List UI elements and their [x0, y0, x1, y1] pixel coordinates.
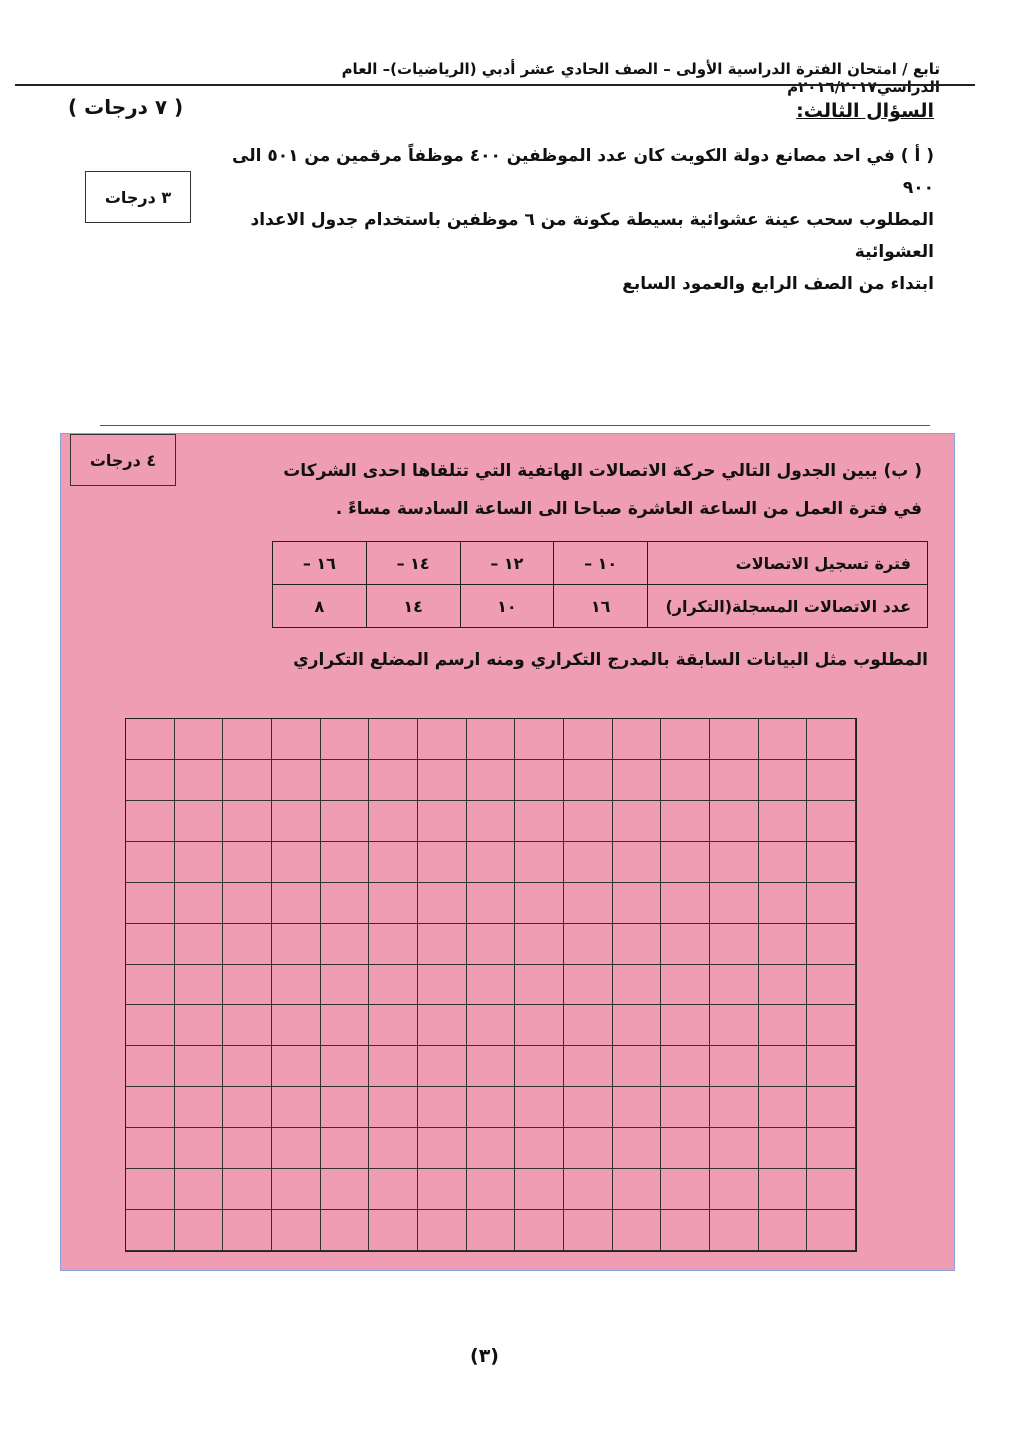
- grid-cell: [175, 1046, 224, 1087]
- grid-cell: [418, 760, 467, 801]
- grid-cell: [515, 883, 564, 924]
- part-a-line-1: ( أ ) في احد مصانع دولة الكويت كان عدد الموظفين ٤٠٠ موظفاً مرقمين من ٥٠١ الى ٩٠٠: [232, 146, 934, 198]
- grid-cell: [321, 965, 370, 1006]
- grid-cell: [418, 1128, 467, 1169]
- frequency-table: [272, 541, 928, 628]
- grid-cell: [807, 924, 856, 965]
- grid-cell: [710, 760, 759, 801]
- grid-cell: [515, 1005, 564, 1046]
- grid-cell: [175, 842, 224, 883]
- grid-cell: [223, 1005, 272, 1046]
- grid-cell: [223, 760, 272, 801]
- grid-cell: [515, 1046, 564, 1087]
- grid-cell: [175, 1005, 224, 1046]
- grid-cell: [661, 1169, 710, 1210]
- grid-cell: [321, 883, 370, 924]
- grid-cell: [564, 924, 613, 965]
- grid-cell: [613, 1210, 662, 1251]
- grid-cell: [710, 1169, 759, 1210]
- grid-cell: [564, 1128, 613, 1169]
- grid-cell: [613, 924, 662, 965]
- question-title: السؤال الثالث:: [796, 100, 934, 122]
- grid-cell: [175, 1169, 224, 1210]
- grid-cell: [710, 801, 759, 842]
- grid-cell: [418, 842, 467, 883]
- grid-cell: [418, 1210, 467, 1251]
- grid-cell: [661, 883, 710, 924]
- grid-cell: [467, 842, 516, 883]
- grid-cell: [661, 965, 710, 1006]
- grid-cell: [710, 719, 759, 760]
- grid-cell: [710, 883, 759, 924]
- grid-cell: [661, 842, 710, 883]
- grid-cell: [467, 1005, 516, 1046]
- grid-cell: [272, 883, 321, 924]
- grid-cell: [369, 1046, 418, 1087]
- grid-cell: [272, 1005, 321, 1046]
- grid-cell: [369, 719, 418, 760]
- grid-cell: [321, 1046, 370, 1087]
- grid-cell: [175, 924, 224, 965]
- period-cell: ١٠ –: [554, 542, 648, 585]
- grid-cell: [467, 760, 516, 801]
- part-b-requirement: المطلوب مثل البيانات السابقة بالمدرج التكراري ومنه ارسم المضلع التكراري: [293, 650, 928, 670]
- grid-cell: [515, 719, 564, 760]
- grid-cell: [126, 965, 175, 1006]
- grid-cell: [126, 1005, 175, 1046]
- part-a-line-3: ابتداء من الصف الرابع والعمود السابع: [622, 274, 934, 294]
- grid-cell: [807, 883, 856, 924]
- grid-cell: [564, 801, 613, 842]
- grid-cell: [613, 1128, 662, 1169]
- grid-cell: [710, 1087, 759, 1128]
- grid-cell: [613, 1087, 662, 1128]
- grid-cell: [807, 1169, 856, 1210]
- grid-cell: [126, 760, 175, 801]
- period-cell: ١٦ –: [273, 542, 367, 585]
- grid-cell: [369, 1005, 418, 1046]
- grid-cell: [467, 719, 516, 760]
- grid-cell: [321, 1210, 370, 1251]
- total-marks: ( ٧ درجات ): [68, 95, 184, 119]
- grid-cell: [564, 1046, 613, 1087]
- grid-cell: [272, 719, 321, 760]
- grid-cell: [126, 842, 175, 883]
- grid-cell: [321, 760, 370, 801]
- part-b-marks-box: ٤ درجات: [70, 434, 176, 486]
- grid-cell: [807, 719, 856, 760]
- grid-cell: [710, 1210, 759, 1251]
- grid-cell: [807, 760, 856, 801]
- grid-cell: [126, 1128, 175, 1169]
- table-row: [273, 585, 928, 628]
- grid-cell: [223, 1169, 272, 1210]
- grid-cell: [564, 1169, 613, 1210]
- grid-cell: [175, 719, 224, 760]
- grid-cell: [467, 1169, 516, 1210]
- grid-cell: [369, 1128, 418, 1169]
- grid-cell: [807, 1087, 856, 1128]
- grid-cell: [759, 1087, 808, 1128]
- grid-cell: [515, 760, 564, 801]
- grid-cell: [126, 719, 175, 760]
- grid-cell: [418, 924, 467, 965]
- part-b-line-2: في فترة العمل من الساعة العاشرة صباحا الى الساعة السادسة مساءً .: [335, 499, 922, 519]
- grid-cell: [710, 1046, 759, 1087]
- grid-cell: [515, 1128, 564, 1169]
- grid-cell: [661, 1087, 710, 1128]
- grid-cell: [759, 760, 808, 801]
- grid-cell: [272, 924, 321, 965]
- grid-cell: [369, 1169, 418, 1210]
- grid-cell: [418, 965, 467, 1006]
- grid-cell: [807, 801, 856, 842]
- period-label: فترة تسجيل الاتصالات: [648, 542, 928, 585]
- grid-cell: [515, 801, 564, 842]
- grid-cell: [710, 1128, 759, 1169]
- frequency-cell: ١٤: [366, 585, 460, 628]
- grid-cell: [126, 1087, 175, 1128]
- grid-cell: [272, 965, 321, 1006]
- grid-cell: [272, 1128, 321, 1169]
- grid-cell: [321, 1169, 370, 1210]
- exam-header: تابع / امتحان الفترة الدراسية الأولى – الصف الحادي عشر أدبي (الرياضيات)– العام الدراسي٢٠١٦/٢٠١٧م: [341, 60, 940, 96]
- grid-cell: [126, 801, 175, 842]
- grid-cell: [710, 965, 759, 1006]
- grid-cell: [272, 1169, 321, 1210]
- grid-cell: [613, 801, 662, 842]
- grid-cell: [223, 842, 272, 883]
- grid-cell: [564, 965, 613, 1006]
- page-number: (٣): [470, 1345, 499, 1367]
- grid-cell: [126, 1210, 175, 1251]
- grid-cell: [759, 924, 808, 965]
- grid-cell: [759, 883, 808, 924]
- grid-cell: [661, 1128, 710, 1169]
- grid-cell: [515, 1210, 564, 1251]
- grid-cell: [418, 883, 467, 924]
- grid-cell: [321, 1087, 370, 1128]
- grid-cell: [418, 1005, 467, 1046]
- grid-cell: [759, 801, 808, 842]
- grid-cell: [759, 1128, 808, 1169]
- grid-cell: [175, 965, 224, 1006]
- grid-cell: [661, 719, 710, 760]
- grid-cell: [321, 842, 370, 883]
- grid-cell: [807, 1046, 856, 1087]
- grid-cell: [272, 842, 321, 883]
- grid-cell: [807, 1128, 856, 1169]
- frequency-cell: ٨: [273, 585, 367, 628]
- grid-cell: [418, 1169, 467, 1210]
- grid-cell: [321, 1128, 370, 1169]
- grid-cell: [661, 1005, 710, 1046]
- grid-cell: [467, 924, 516, 965]
- grid-cell: [613, 719, 662, 760]
- grid-cell: [369, 883, 418, 924]
- grid-cell: [613, 1005, 662, 1046]
- grid-cell: [272, 801, 321, 842]
- grid-cell: [223, 801, 272, 842]
- grid-cell: [564, 1005, 613, 1046]
- grid-cell: [126, 1046, 175, 1087]
- grid-cell: [467, 1128, 516, 1169]
- grid-cell: [369, 965, 418, 1006]
- grid-cell: [807, 1005, 856, 1046]
- grid-cell: [369, 760, 418, 801]
- period-cell: ١٤ –: [366, 542, 460, 585]
- grid-cell: [613, 760, 662, 801]
- grid-cell: [613, 1046, 662, 1087]
- grid-cell: [564, 1210, 613, 1251]
- grid-cell: [515, 1169, 564, 1210]
- answer-grid: [125, 718, 857, 1252]
- grid-cell: [613, 1169, 662, 1210]
- grid-cell: [175, 801, 224, 842]
- grid-cell: [467, 801, 516, 842]
- grid-cell: [418, 801, 467, 842]
- part-b-line-1: ( ب) يبين الجدول التالي حركة الاتصالات الهاتفية التي تتلقاها احدى الشركات: [283, 461, 922, 481]
- grid-cell: [759, 842, 808, 883]
- grid-cell: [564, 760, 613, 801]
- grid-cell: [126, 883, 175, 924]
- frequency-cell: ١٦: [554, 585, 648, 628]
- grid-cell: [515, 924, 564, 965]
- grid-cell: [807, 1210, 856, 1251]
- grid-cell: [613, 842, 662, 883]
- grid-cell: [418, 1087, 467, 1128]
- period-cell: ١٢ –: [460, 542, 554, 585]
- grid-cell: [223, 1046, 272, 1087]
- grid-cell: [223, 1128, 272, 1169]
- frequency-cell: ١٠: [460, 585, 554, 628]
- grid-cell: [223, 965, 272, 1006]
- grid-cell: [564, 883, 613, 924]
- grid-cell: [661, 1046, 710, 1087]
- grid-cell: [467, 1210, 516, 1251]
- grid-cell: [272, 1087, 321, 1128]
- grid-cell: [661, 801, 710, 842]
- grid-cell: [223, 924, 272, 965]
- grid-cell: [126, 924, 175, 965]
- grid-cell: [759, 1210, 808, 1251]
- grid-cell: [418, 1046, 467, 1087]
- grid-cell: [369, 924, 418, 965]
- grid-cell: [661, 924, 710, 965]
- grid-cell: [369, 1210, 418, 1251]
- grid-cell: [759, 1005, 808, 1046]
- grid-cell: [661, 1210, 710, 1251]
- grid-cell: [369, 801, 418, 842]
- grid-cell: [759, 1169, 808, 1210]
- grid-cell: [321, 801, 370, 842]
- grid-cell: [467, 965, 516, 1006]
- grid-cell: [369, 842, 418, 883]
- grid-cell: [175, 1087, 224, 1128]
- grid-cell: [321, 1005, 370, 1046]
- grid-cell: [126, 1169, 175, 1210]
- grid-cell: [759, 1046, 808, 1087]
- grid-cell: [515, 1087, 564, 1128]
- grid-cell: [710, 924, 759, 965]
- grid-cell: [807, 842, 856, 883]
- grid-cell: [175, 883, 224, 924]
- grid-cell: [759, 719, 808, 760]
- grid-cell: [515, 965, 564, 1006]
- grid-cell: [369, 1087, 418, 1128]
- grid-cell: [272, 760, 321, 801]
- grid-cell: [467, 1046, 516, 1087]
- grid-cell: [613, 965, 662, 1006]
- grid-cell: [321, 719, 370, 760]
- grid-cell: [321, 924, 370, 965]
- grid-cell: [272, 1046, 321, 1087]
- grid-cell: [175, 1128, 224, 1169]
- part-a-marks-box: ٣ درجات: [85, 171, 191, 223]
- section-divider: [100, 425, 930, 426]
- grid-cell: [564, 719, 613, 760]
- grid-cell: [515, 842, 564, 883]
- grid-cell: [564, 1087, 613, 1128]
- grid-cell: [175, 760, 224, 801]
- grid-cell: [564, 842, 613, 883]
- grid-cell: [223, 719, 272, 760]
- grid-cell: [175, 1210, 224, 1251]
- grid-cell: [272, 1210, 321, 1251]
- grid-cell: [759, 965, 808, 1006]
- grid-cell: [807, 965, 856, 1006]
- grid-cell: [223, 1210, 272, 1251]
- grid-cell: [223, 883, 272, 924]
- part-a-line-2: المطلوب سحب عينة عشوائية بسيطة مكونة من ٦ موظفين باستخدام جدول الاعداد العشوائية: [250, 210, 934, 262]
- grid-cell: [710, 1005, 759, 1046]
- grid-cell: [467, 883, 516, 924]
- part-a-text: [204, 140, 934, 300]
- grid-cell: [661, 760, 710, 801]
- grid-cell: [710, 842, 759, 883]
- part-b-text: [282, 452, 922, 528]
- table-row: [273, 542, 928, 585]
- grid-cell: [613, 883, 662, 924]
- grid-cell: [418, 719, 467, 760]
- grid-cell: [467, 1087, 516, 1128]
- grid-cell: [223, 1087, 272, 1128]
- header-divider: [15, 84, 975, 86]
- frequency-label: عدد الاتصالات المسجلة(التكرار): [648, 585, 928, 628]
